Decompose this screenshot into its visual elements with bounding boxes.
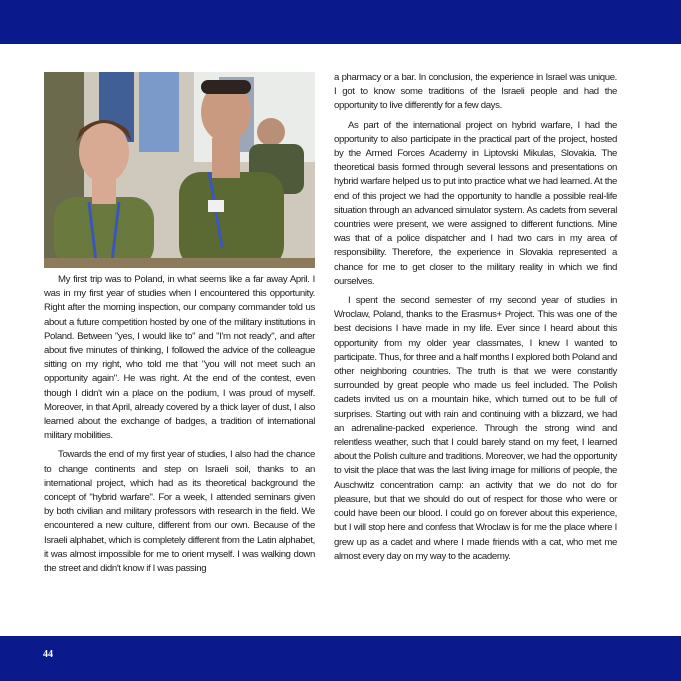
right-column-text: [334, 71, 617, 569]
paragraph-continuation: a pharmacy or a bar. In conclusion, the experience in Israel was unique. I got to know some traditions of the Israeli people and had the opportunity to live differently for a few days.: [334, 72, 617, 112]
page-number: 44: [43, 649, 53, 660]
photo-illustration: [44, 72, 315, 268]
photo-cadets: [44, 72, 315, 268]
paragraph: As part of the international project on hybrid warfare, I had the opportunity to also participate in the practical part of the project, hosted by the Armed Forces Academy in Liptovski Mikulas, Slovakia. The theoretical basis formed through several lessons and presentations on hybrid warfare helped us to put into practice what we had learned. At the end of this project we had the opportunity to handle a possible real-life situation through an advanced simulator system. As cadets from several countries were present, we were assigned to different functions. Mine was that of a police dispatcher and I had two cars in my area of responsibility. Therefore, the experience in Slovakia represented a chance for me to get closer to the military reality in which we find ourselves.: [334, 119, 617, 287]
paragraph: I spent the second semester of my second year of studies in Wroclaw, Poland, thanks to the Erasmus+ Project. This was one of the best decisions I have made in my life. Ever since I heard about this opportunity from my older year classmates, I knew I wanted to participate. Thus, for three and a half months I explored both Poland and other neighboring countries. The truth is that we were constantly surrounded by great people who made us feel included. The Polish cadets invited us on a mountain hike, which turned out to be full of surprises. Starting out with rain and continuing with a blizzard, we had an adrenaline-packed experience. Through the strong wind and relentless weather, such that I could barely stand on my feet, I learned about the Polish culture and traditions. Moreover, we had the opportunity to visit the place that was the last living image for millions of people, the Auschwitz concentration camp: an activity that we do not do for pleasure, but that we should do out of respect for those who were or could have been our blood. I could go on forever about this experience, but I will stop here and confess that Wroclaw is for me the place where I grew up as a cadet and where I made friends with a cat, who met me almost every day on my way to the academy.: [334, 295, 617, 562]
header-band: [0, 0, 681, 44]
footer-band: [0, 636, 681, 681]
left-column-text: [44, 273, 315, 581]
paragraph: Towards the end of my first year of studies, I also had the chance to change continents and step on Israeli soil, thanks to an international project, which had as its theoretical background the concept of "hybrid warfare". For a week, I attended seminars given by both civilian and military professors with research in the field. We encountered a new culture, different from our own. Because of the Israeli alphabet, which is completely different from the Latin alphabet, it was almost impossible for me to orient myself. I was walking down the street and didn't know if I was passing: [44, 449, 315, 575]
paragraph: My first trip was to Poland, in what seems like a far away April. I was in my first year of studies when I encountered this opportunity. Right after the morning inspection, our company commander told us about a future competition hosted by one of the military institutions in Poland. Between "yes, I would like to" and "I'm not ready", and after about five minutes of thinking, I followed the advice of the colleague sitting on my right, who told me that "you will not meet such an opportunity again". He was right. At the end of the contest, even though I didn't win a place on the podium, I was proud of myself. Moreover, in that April, already covered by a thick layer of dust, I also learned about the exchange of badges, a tradition of international military mobilities.: [44, 274, 315, 442]
